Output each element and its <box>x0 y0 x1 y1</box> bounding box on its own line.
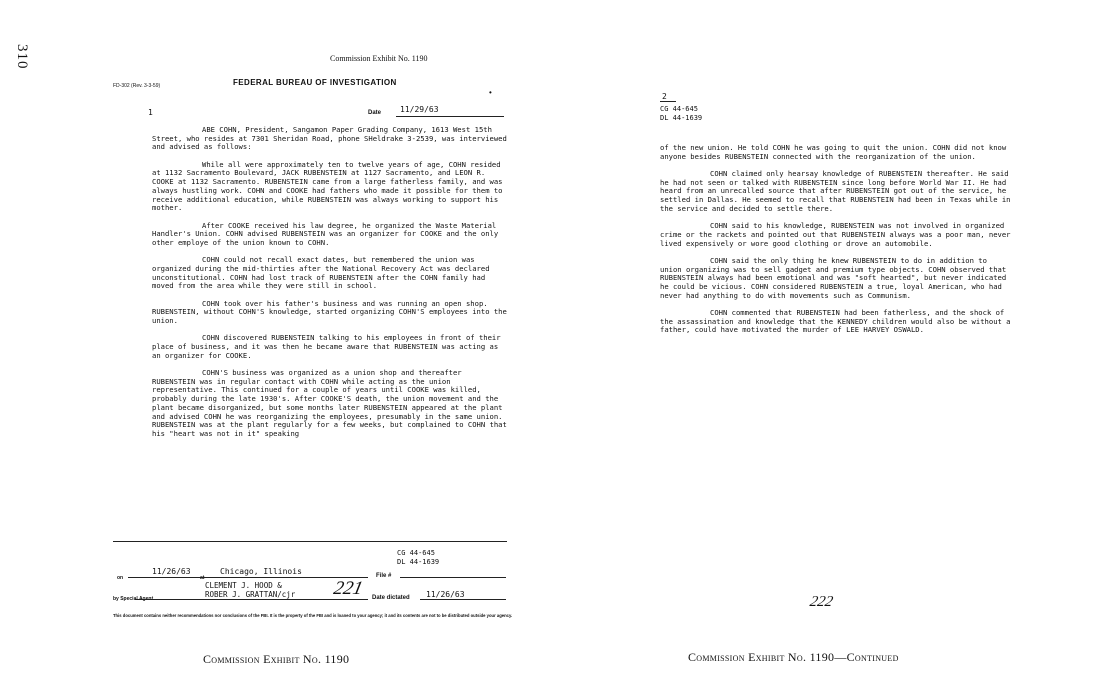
paragraph: COHN said to his knowledge, RUBENSTEIN was not involved in organized crime or the rackets and pointed out that RUBENSTEIN always was a poor man, never lived expensively or wore good clothing or drove an automobile. <box>660 221 1011 248</box>
form-number: FD-302 (Rev. 3-3-59) <box>113 83 161 89</box>
date-label: Date <box>368 110 382 116</box>
agent-name: CLEMENT J. HOOD & <box>205 581 282 590</box>
right-body <box>660 144 1012 344</box>
paragraph: COHN discovered RUBENSTEIN talking to his employees in front of their place of business, and it was then he became aware that RUBENSTEIN was acting as an organizer for COOKE. <box>152 333 501 360</box>
date-dictated-label: Date dictated <box>372 595 410 601</box>
paragraph: COHN said the only thing he knew RUBENSTEIN to do in addition to union organizing was to sell gadget and premium type objects. COHN observed that RUBENSTEIN always had been emotional and was "soft hearted", but never indicated he could be vicious. COHN considered RUBENSTEIN a true, loyal American, who had never had anything to do with movements such as Communism. <box>660 255 1007 300</box>
caption-right: Commission Exhibit No. 1190—Continued <box>688 650 899 664</box>
file-ref: CG 44-645 <box>397 549 435 557</box>
paragraph: of the new union. He told COHN he was going to quit the union. COHN did not know anyone besides RUBENSTEIN connected with the reorganization of the union. <box>660 143 1007 161</box>
interview-date: 11/26/63 <box>152 567 191 576</box>
underline-agent <box>135 599 368 600</box>
paragraph: After COOKE received his law degree, he organized the Waste Material Handler's Union. COHN advised RUBENSTEIN was an organizer for COOKE and the only other employe of the union known to COHN. <box>152 220 499 247</box>
agent-name: ROBER J. GRATTAN/cjr <box>205 590 296 599</box>
fbi-disclaimer: This document contains neither recommendations nor conclusions of the FBI. It is the property of the FBI and is loaned to your agency; it and its contents are not to be distributed outside your agency. <box>113 613 513 618</box>
paragraph: While all were approximately ten to twelve years of age, COHN resided at 1132 Sacramento Boulevard, JACK RUBENSTEIN at 1127 Sacramento, and LEON R. COOKE at 1132 Sacramento. RUBENSTEIN came from a large fatherless family, and was always hustling work. COHN and COOKE had fathers who made it possible for them to receive additional education, while RUBENSTEIN was always working to support his mother. <box>152 159 503 213</box>
underline-on <box>128 577 368 578</box>
page-number-underline <box>660 101 676 102</box>
special-agent-label: by Special Agent <box>113 596 154 602</box>
caption-left: Commission Exhibit No. 1190 <box>203 652 350 666</box>
handwritten-page-number: 222 <box>808 594 835 610</box>
file-ref: DL 44-1639 <box>397 558 440 566</box>
underline-file <box>400 577 506 578</box>
paragraph: COHN claimed only hearsay knowledge of RUBENSTEIN thereafter. He said he had not seen or talked with RUBENSTEIN since long before World War II. He had heard from an unrecalled source that after RUBENSTEIN got out of the service, he settled in Dallas. He seemed to recall that RUBENSTEIN had been in Texas while in the service and decided to settle there. <box>660 169 1011 213</box>
on-label: on <box>117 575 124 581</box>
left-body <box>152 126 507 447</box>
file-refs-right <box>660 105 702 123</box>
file-ref: DL 44-1639 <box>660 114 703 122</box>
top-caption: Commission Exhibit No. 1190 <box>330 54 428 63</box>
page-number-right: 2 <box>662 92 667 101</box>
paragraph: COHN took over his father's business and was running an open shop. RUBENSTEIN, without COHN'S knowledge, started organizing COHN'S employees into the union. <box>152 298 507 326</box>
file-ref: CG 44-645 <box>660 105 698 113</box>
file-refs-left <box>397 549 439 567</box>
file-label: File # <box>376 573 392 579</box>
agency-heading: FEDERAL BUREAU OF INVESTIGATION <box>233 78 397 87</box>
paragraph: COHN commented that RUBENSTEIN had been fatherless, and the shock of the assassination and knowledge that the KENNEDY children would also be without a father, could have motivated the murder of LEE HARVEY OSWALD. <box>660 307 1011 335</box>
handwritten-page-number: 221 <box>331 578 365 599</box>
paragraph: ABE COHN, President, Sangamon Paper Grading Company, 1613 West 15th Street, who resides at 7301 Sheridan Road, phone SHeldrake 3-2539, was interviewed and advised as follows: <box>152 125 507 152</box>
underline-dictated <box>420 599 506 600</box>
paragraph: COHN could not recall exact dates, but remembered the union was organized during the mid-thirties after the National Recovery Act was declared unconstitutional. COHN had lost track of RUBENSTEIN after the COHN family had moved from the area while they were still in school. <box>152 255 490 291</box>
page-number-left: 1 <box>148 108 153 117</box>
date-value: 11/29/63 <box>400 105 439 114</box>
side-page-number: 310 <box>14 44 30 70</box>
paragraph: COHN'S business was organized as a union shop and thereafter RUBENSTEIN was in regular contact with COHN while acting as the union representative. This continued for a couple of years until COOKE was killed, probably during the late 1930's. After COOKE'S death, the union movement and the plant became disorganized, but some months later RUBENSTEIN appeared at the plant and advised COHN he was reorganizing the employees, presumably in the same union. RUBENSTEIN was at the plant regularly for a few weeks, but complained to COHN that his "heart was not in it" speaking <box>152 368 507 438</box>
interview-place: Chicago, Illinois <box>220 567 302 576</box>
date-underline <box>396 116 504 117</box>
at-label: at <box>200 575 205 581</box>
date-dictated-value: 11/26/63 <box>426 590 465 599</box>
ink-dot: • <box>489 88 492 97</box>
footer-rule <box>113 541 507 542</box>
